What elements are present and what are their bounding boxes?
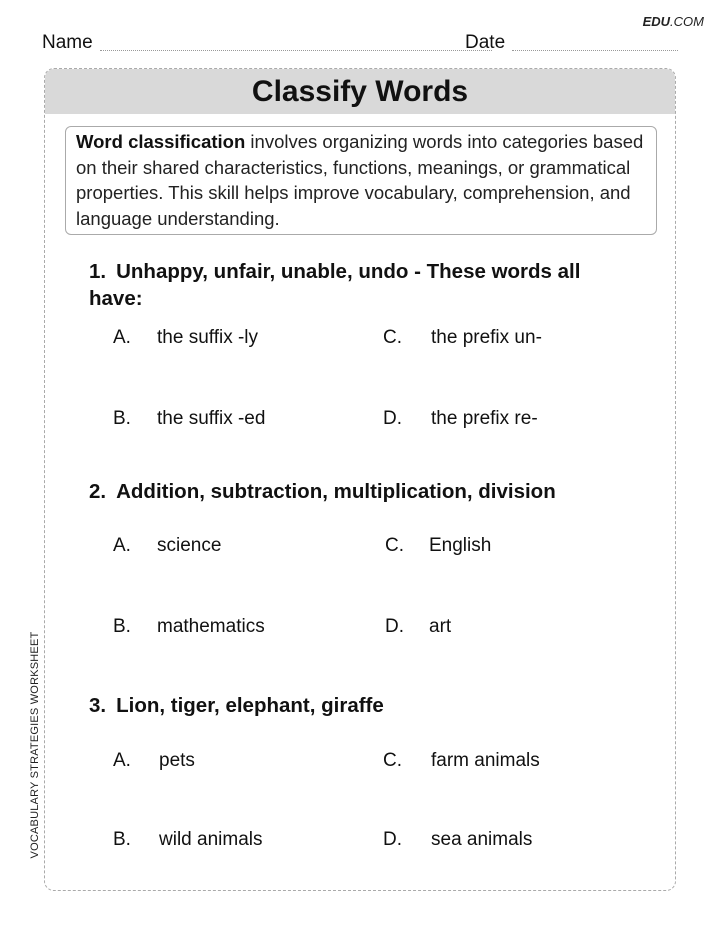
- option-text: science: [157, 535, 222, 556]
- q2-option-c[interactable]: [385, 535, 491, 557]
- question-1: [89, 258, 629, 312]
- question-number: 3.: [89, 694, 107, 717]
- question-2: [89, 478, 629, 505]
- q2-option-d[interactable]: [385, 616, 451, 638]
- option-letter: A.: [113, 750, 131, 771]
- option-letter: B.: [113, 408, 131, 429]
- option-text: farm animals: [431, 750, 540, 771]
- question-text: Addition, subtraction, multiplication, division: [116, 480, 556, 503]
- name-date-row: [42, 32, 678, 54]
- q3-option-c[interactable]: [383, 750, 540, 772]
- q1-option-d[interactable]: [383, 408, 538, 430]
- option-letter: D.: [383, 408, 402, 429]
- option-text: the prefix re-: [431, 408, 538, 429]
- brand-suffix: .COM: [670, 14, 704, 29]
- option-text: the suffix -ly: [157, 327, 259, 348]
- brand-logo: [643, 14, 704, 29]
- option-text: art: [429, 616, 452, 637]
- option-letter: B.: [113, 829, 131, 850]
- date-label: Date: [465, 32, 506, 53]
- option-letter: D.: [385, 616, 404, 637]
- name-field[interactable]: [100, 50, 492, 51]
- q1-option-c[interactable]: [383, 327, 542, 349]
- option-letter: C.: [383, 327, 402, 348]
- option-text: mathematics: [157, 616, 265, 637]
- worksheet-title: Classify Words: [45, 69, 675, 114]
- question-text: Lion, tiger, elephant, giraffe: [116, 694, 384, 717]
- question-3: [89, 692, 629, 719]
- option-text: pets: [159, 750, 195, 771]
- option-letter: C.: [383, 750, 402, 771]
- q2-option-b[interactable]: [113, 616, 265, 638]
- option-letter: D.: [383, 829, 402, 850]
- option-text: the prefix un-: [431, 327, 542, 348]
- question-text: Unhappy, unfair, unable, undo - These words all have:: [89, 260, 581, 310]
- option-text: English: [429, 535, 492, 556]
- q3-option-b[interactable]: [113, 829, 262, 851]
- question-number: 1.: [89, 260, 107, 283]
- option-letter: A.: [113, 327, 131, 348]
- side-label: VOCABULARY STRATEGIES WORKSHEET: [29, 631, 41, 859]
- q2-option-a[interactable]: [113, 535, 221, 557]
- option-letter: B.: [113, 616, 131, 637]
- q3-option-d[interactable]: [383, 829, 532, 851]
- option-text: sea animals: [431, 829, 533, 850]
- option-letter: C.: [385, 535, 404, 556]
- intro-box: [65, 126, 657, 235]
- option-letter: A.: [113, 535, 131, 556]
- brand-name: EDU: [642, 14, 671, 29]
- name-label: Name: [42, 32, 93, 53]
- option-text: the suffix -ed: [157, 408, 266, 429]
- q1-option-a[interactable]: [113, 327, 258, 349]
- question-number: 2.: [89, 480, 107, 503]
- option-text: wild animals: [159, 829, 263, 850]
- intro-term: Word classification: [76, 131, 246, 152]
- q1-option-b[interactable]: [113, 408, 265, 430]
- date-field[interactable]: [512, 50, 678, 51]
- worksheet-card: [44, 68, 676, 891]
- q3-option-a[interactable]: [113, 750, 195, 772]
- intro-text: involves organizing words into categories based on their shared characteristics, functions, meanings, or grammatical properties. This skill helps improve vocabulary, comprehension, and language understanding.: [76, 131, 644, 229]
